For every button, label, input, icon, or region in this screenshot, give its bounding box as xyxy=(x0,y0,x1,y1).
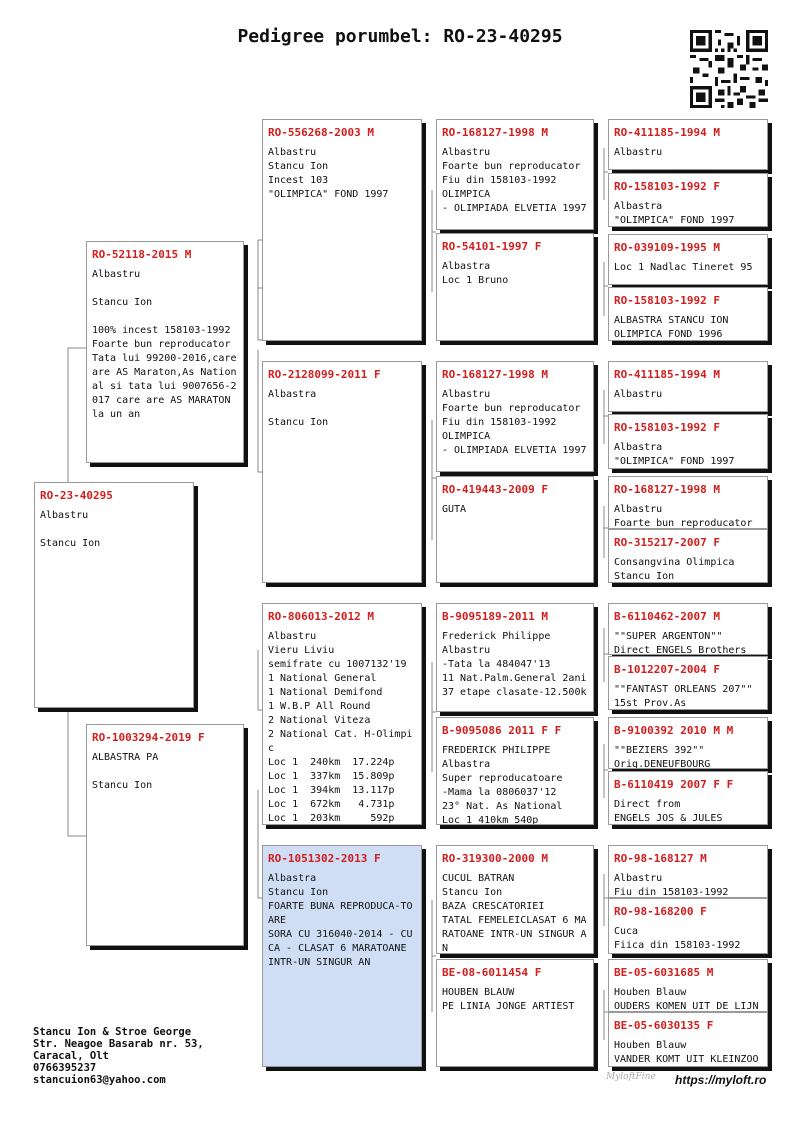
ancestor-card[interactable] xyxy=(608,656,768,710)
grandparent-card[interactable] xyxy=(262,845,422,1067)
ancestor-card[interactable] xyxy=(608,234,768,285)
ancestor-card[interactable] xyxy=(608,529,768,583)
ring-number: RO-98-168127 M xyxy=(614,852,707,865)
bird-details: ""BEZIERS 392"" Orig.DENEUFBOURG xyxy=(614,745,711,769)
dam-card[interactable] xyxy=(86,724,244,946)
ring-number: RO-039109-1995 M xyxy=(614,241,720,254)
ring-number: RO-168127-1998 M xyxy=(442,126,548,139)
bird-details: Albastru Stancu Ion 100% incest 158103-1992 Foarte bun reproducator Tata lui 99200-2016,care are AS Maraton,As National si tata lui 9007656-2017 care are AS MARATON la un an xyxy=(92,269,237,420)
bird-details: Houben Blauw OUDERS KOMEN UIT DE LIJN xyxy=(614,987,759,1012)
bird-details: Albastru Fiu din 158103-1992 xyxy=(614,873,729,898)
bird-details: HOUBEN BLAUW PE LINIA JONGE ARTIEST xyxy=(442,987,575,1012)
bird-details: Albastru Vieru Liviu semifrate cu 1007132'19 1 National General 1 National Demifond 1 W.B.P All Round 2 National Viteza 2 National Cat. H-Olimpic Loc 1 240km 17.224p Loc 1 337km 15.809p Loc 1 394km 13.117p Loc 1 672km 4.731p Loc 1 203km 592p xyxy=(268,631,413,824)
bird-details: Albastru xyxy=(614,147,663,158)
ring-number: B-6110462-2007 M xyxy=(614,610,720,623)
bird-details: Albastra "OLIMPICA" FOND 1997 xyxy=(614,442,735,467)
great-grandparent-card[interactable] xyxy=(436,603,594,712)
ring-number: B-1012207-2004 F xyxy=(614,663,720,676)
bird-details: Albastru Foarte bun reproducator Fiu din 158103-1992 OLIMPICA - OLIMPIADA ELVETIA 1997 xyxy=(442,389,587,456)
bird-details: ALBASTRA STANCU ION OLIMPICA FOND 1996 xyxy=(614,315,729,340)
bird-details: Houben Blauw VANDER KOMT UIT KLEINZOO xyxy=(614,1040,759,1065)
bird-details: Albastru Stancu Ion xyxy=(40,510,101,549)
bird-details: GUTA xyxy=(442,504,467,515)
bird-details: Albastra "OLIMPICA" FOND 1997 xyxy=(614,201,735,226)
bird-details: Albastra Loc 1 Bruno xyxy=(442,261,509,286)
great-grandparent-card[interactable] xyxy=(436,959,594,1067)
bird-details: Albastru xyxy=(614,389,663,400)
ancestor-card[interactable] xyxy=(608,898,768,954)
grandparent-card[interactable] xyxy=(262,119,422,341)
ring-number: RO-556268-2003 M xyxy=(268,126,374,139)
ring-number: RO-158103-1992 F xyxy=(614,421,720,434)
ring-number: RO-98-168200 F xyxy=(614,905,707,918)
bird-details: Albastru Foarte bun reproducator Fiu din 158103-1992 OLIMPICA - OLIMPIADA ELVETIA 1997 xyxy=(442,147,587,214)
ancestor-card[interactable] xyxy=(608,287,768,341)
ring-number: B-6110419 2007 F F xyxy=(614,778,734,791)
ancestor-card[interactable] xyxy=(608,476,768,529)
bird-details: ""SUPER ARGENTON"" Direct ENGELS Brothers xyxy=(614,631,747,655)
great-grandparent-card[interactable] xyxy=(436,361,594,472)
bird-details: Consangvina Olimpica Stancu Ion xyxy=(614,557,735,582)
ring-number: RO-158103-1992 F xyxy=(614,294,720,307)
great-grandparent-card[interactable] xyxy=(436,119,594,230)
ring-number: RO-315217-2007 F xyxy=(614,536,720,549)
ring-number: RO-52118-2015 M xyxy=(92,248,192,261)
pedigree-subject-card[interactable] xyxy=(34,482,194,708)
website-link[interactable]: https://myloft.ro xyxy=(675,1073,767,1087)
myloft-logo: MyloftFine xyxy=(606,1072,656,1082)
ring-number: RO-806013-2012 M xyxy=(268,610,374,623)
grandparent-card[interactable] xyxy=(262,603,422,825)
ancestor-card[interactable] xyxy=(608,1012,768,1067)
bird-details: Loc 1 Nadlac Tineret 95 xyxy=(614,262,753,273)
ancestor-card[interactable] xyxy=(608,361,768,412)
ring-number: RO-23-40295 xyxy=(40,489,113,502)
bird-details: FREDERICK PHILIPPE Albastra Super reproducatoare -Mama la 0806037'12 23° Nat. As National Loc 1 410km 540p xyxy=(442,745,563,825)
bird-details: Albastra Stancu Ion FOARTE BUNA REPRODUCA-TOARE SORA CU 316040-2014 - CUCA - CLASAT 6 MARATOANE INTR-UN SINGUR AN xyxy=(268,873,413,968)
ring-number: B-9100392 2010 M M xyxy=(614,724,734,737)
ancestor-card[interactable] xyxy=(608,959,768,1012)
ancestor-card[interactable] xyxy=(608,119,768,170)
ring-number: B-9095086 2011 F F xyxy=(442,724,562,737)
bird-details: Albastru Stancu Ion Incest 103 "OLIMPICA" FOND 1997 xyxy=(268,147,389,200)
sire-card[interactable] xyxy=(86,241,244,463)
ring-number: RO-168127-1998 M xyxy=(614,483,720,496)
grandparent-card[interactable] xyxy=(262,361,422,583)
ring-number: BE-05-6031685 M xyxy=(614,966,714,979)
bird-details: ""FANTAST ORLEANS 207"" 15st Prov.As xyxy=(614,684,753,709)
ring-number: RO-168127-1998 M xyxy=(442,368,548,381)
bird-details: Direct from ENGELS JOS & JULES xyxy=(614,799,723,824)
ring-number: RO-1051302-2013 F xyxy=(268,852,381,865)
great-grandparent-card[interactable] xyxy=(436,845,594,954)
ancestor-card[interactable] xyxy=(608,717,768,769)
ancestor-card[interactable] xyxy=(608,173,768,227)
ring-number: RO-319300-2000 M xyxy=(442,852,548,865)
ring-number: RO-411185-1994 M xyxy=(614,126,720,139)
great-grandparent-card[interactable] xyxy=(436,233,594,341)
ring-number: RO-419443-2009 F xyxy=(442,483,548,496)
bird-details: Cuca Fiica din 158103-1992 xyxy=(614,926,741,951)
great-grandparent-card[interactable] xyxy=(436,476,594,583)
ring-number: RO-158103-1992 F xyxy=(614,180,720,193)
ring-number: B-9095189-2011 M xyxy=(442,610,548,623)
ring-number: RO-2128099-2011 F xyxy=(268,368,381,381)
ring-number: RO-1003294-2019 F xyxy=(92,731,205,744)
page-title: Pedigree porumbel: RO-23-40295 xyxy=(237,26,563,47)
ancestor-card[interactable] xyxy=(608,845,768,898)
bird-details: Albastru Foarte bun reproducator xyxy=(614,504,753,529)
great-grandparent-card[interactable] xyxy=(436,717,594,825)
ring-number: BE-05-6030135 F xyxy=(614,1019,714,1032)
owner-contact: Stancu Ion & Stroe George Str. Neagoe Basarab nr. 53, Caracal, Olt 0766395237 stancuion63@yahoo.com xyxy=(33,1026,204,1086)
ring-number: BE-08-6011454 F xyxy=(442,966,542,979)
ring-number: RO-411185-1994 M xyxy=(614,368,720,381)
bird-details: ALBASTRA PA Stancu Ion xyxy=(92,752,159,791)
bird-details: CUCUL BATRAN Stancu Ion BAZA CRESCATORIEI TATAL FEMELEICLASAT 6 MARATOANE INTR-UN SINGUR AN xyxy=(442,873,587,954)
bird-details: Frederick Philippe Albastru -Tata la 484047'13 11 Nat.Palm.General 2ani 37 etape clasate-12.500k xyxy=(442,631,587,698)
ancestor-card[interactable] xyxy=(608,771,768,825)
ancestor-card[interactable] xyxy=(608,414,768,469)
ring-number: RO-54101-1997 F xyxy=(442,240,542,253)
bird-details: Albastra Stancu Ion xyxy=(268,389,329,428)
ancestor-card[interactable] xyxy=(608,603,768,655)
